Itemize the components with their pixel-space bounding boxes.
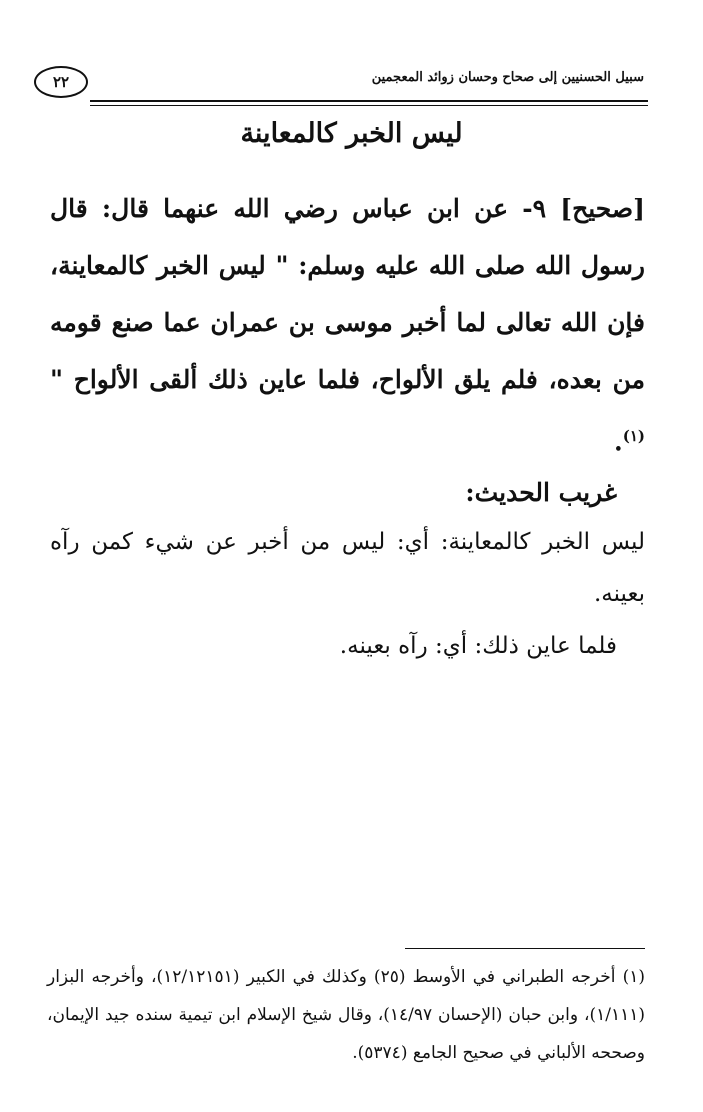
footnote-ref: (١) [622,427,645,445]
running-title: سبيل الحسنيين إلى صحاح وحسان زوائد المعجمين [371,70,644,85]
footnote-separator [405,948,645,949]
page-number: ٢٢ [34,66,88,98]
header-rule-thin [90,105,648,106]
gharib-heading: غريب الحديث: [465,478,617,508]
gloss-entry-1: ليس الخبر كالمعاينة: أي: ليس من أخبر عن شيء كمن رآه بعينه. [50,529,645,608]
main-text [50,180,645,672]
hadith-end: . [614,427,623,457]
footnote: (١) أخرجه الطبراني في الأوسط (٢٥) وكذلك في الكبير (١٢/١٢١٥١)، وأخرجه البزار (١/١١١)، وابن حبان (الإحسان ١٤/٩٧)، وقال شيخ الإسلام ابن تيمية سنده جيد الإيمان، وصححه الألباني في صحيح الجامع (٥٣٧٤). [47,967,646,1063]
hadith-paragraph [50,180,645,470]
gloss-entry-2: فلما عاين ذلك: أي: رآه بعينه. [339,633,617,660]
hadith-text: ٩- عن ابن عباس رضي الله عنهما قال: قال رسول الله صلى الله عليه وسلم: " ليس الخبر كالمعاينة، فإن الله تعالى لما أخبر موسى بن عمران عما صنع قومه من بعده، فلم يلق الألواح، فلما عاين ذلك ألقى الألواح " [50,194,645,394]
hadith-grade: [صحيح] [560,194,645,223]
chapter-title: ليس الخبر كالمعاينة [240,118,463,149]
page-header [30,62,648,106]
header-rule-thick [90,100,648,102]
